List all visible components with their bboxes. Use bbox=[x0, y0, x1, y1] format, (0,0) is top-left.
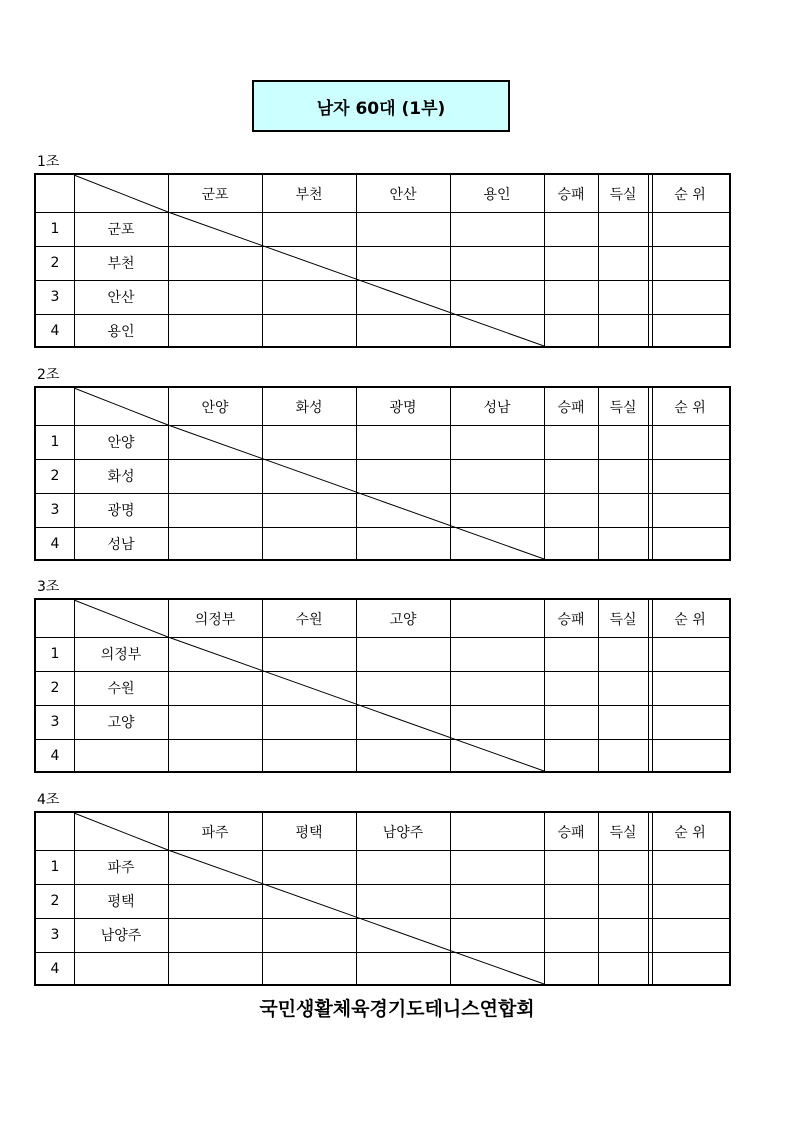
row-team-name bbox=[74, 952, 168, 986]
header-team-name bbox=[450, 600, 544, 637]
row-team-name: 용인 bbox=[107, 324, 135, 340]
row-number: 2 bbox=[50, 680, 60, 696]
row-number: 3 bbox=[50, 289, 60, 305]
row-number: 4 bbox=[50, 961, 60, 977]
row-team-name: 화성 bbox=[107, 469, 135, 485]
header-team-name: 광명 bbox=[389, 399, 417, 416]
header-team-name: 성남 bbox=[483, 399, 511, 416]
row-number: 1 bbox=[50, 859, 60, 875]
row-team-name: 고양 bbox=[107, 715, 135, 731]
header-team-name: 의정부 bbox=[194, 611, 236, 628]
header-team-name: 안산 bbox=[389, 186, 417, 203]
header-rank: 순 위 bbox=[674, 611, 706, 628]
header-team-name: 남양주 bbox=[382, 824, 424, 841]
header-corner-diagonal bbox=[74, 813, 168, 850]
group-label: 2조 bbox=[37, 367, 60, 383]
row-team-name: 성남 bbox=[107, 537, 135, 553]
row-number: 4 bbox=[50, 323, 60, 339]
row-team-name: 남양주 bbox=[100, 928, 142, 944]
row-number: 1 bbox=[50, 434, 60, 450]
group-table bbox=[34, 173, 731, 348]
row-number: 4 bbox=[50, 536, 60, 552]
row-team-name: 광명 bbox=[107, 503, 135, 519]
header-team-name: 파주 bbox=[201, 824, 229, 841]
header-team-name: 안양 bbox=[201, 399, 229, 416]
organization-footer: 국민생활체육경기도테니스연합회 bbox=[259, 998, 535, 1020]
header-team-name: 화성 bbox=[295, 399, 323, 416]
header-team-name: 수원 bbox=[295, 611, 323, 628]
header-score: 득실 bbox=[609, 399, 637, 416]
row-team-name: 파주 bbox=[107, 860, 135, 876]
group-label: 4조 bbox=[37, 792, 60, 808]
row-number: 3 bbox=[50, 927, 60, 943]
row-number: 1 bbox=[50, 646, 60, 662]
row-number: 1 bbox=[50, 221, 60, 237]
group-table bbox=[34, 811, 731, 986]
header-score: 득실 bbox=[609, 186, 637, 203]
header-corner-diagonal bbox=[74, 388, 168, 425]
header-score: 득실 bbox=[609, 824, 637, 841]
group-label: 1조 bbox=[37, 154, 60, 170]
row-number: 2 bbox=[50, 893, 60, 909]
row-team-name: 의정부 bbox=[100, 647, 142, 663]
header-score: 득실 bbox=[609, 611, 637, 628]
row-team-name: 군포 bbox=[107, 222, 135, 238]
header-team-name: 부천 bbox=[295, 186, 323, 203]
page-title: 남자 60대 (1부) bbox=[252, 80, 510, 132]
row-number: 2 bbox=[50, 255, 60, 271]
row-team-name: 평택 bbox=[107, 894, 135, 910]
group-label: 3조 bbox=[37, 579, 60, 595]
group-table bbox=[34, 386, 731, 561]
group-table bbox=[34, 598, 731, 773]
header-corner-diagonal bbox=[74, 175, 168, 212]
row-number: 4 bbox=[50, 748, 60, 764]
header-rank: 순 위 bbox=[674, 399, 706, 416]
header-record: 승패 bbox=[557, 611, 585, 628]
header-record: 승패 bbox=[557, 399, 585, 416]
row-team-name: 부천 bbox=[107, 256, 135, 272]
row-team-name bbox=[74, 739, 168, 773]
header-team-name: 용인 bbox=[483, 186, 511, 203]
header-rank: 순 위 bbox=[674, 824, 706, 841]
header-record: 승패 bbox=[557, 824, 585, 841]
header-rank: 순 위 bbox=[674, 186, 706, 203]
header-team-name: 평택 bbox=[295, 824, 323, 841]
header-record: 승패 bbox=[557, 186, 585, 203]
row-team-name: 수원 bbox=[107, 681, 135, 697]
header-team-name bbox=[450, 813, 544, 850]
row-team-name: 안산 bbox=[107, 290, 135, 306]
header-team-name: 군포 bbox=[201, 186, 229, 203]
row-number: 2 bbox=[50, 468, 60, 484]
row-team-name: 안양 bbox=[107, 435, 135, 451]
row-number: 3 bbox=[50, 714, 60, 730]
row-number: 3 bbox=[50, 502, 60, 518]
header-team-name: 고양 bbox=[389, 611, 417, 628]
header-corner-diagonal bbox=[74, 600, 168, 637]
